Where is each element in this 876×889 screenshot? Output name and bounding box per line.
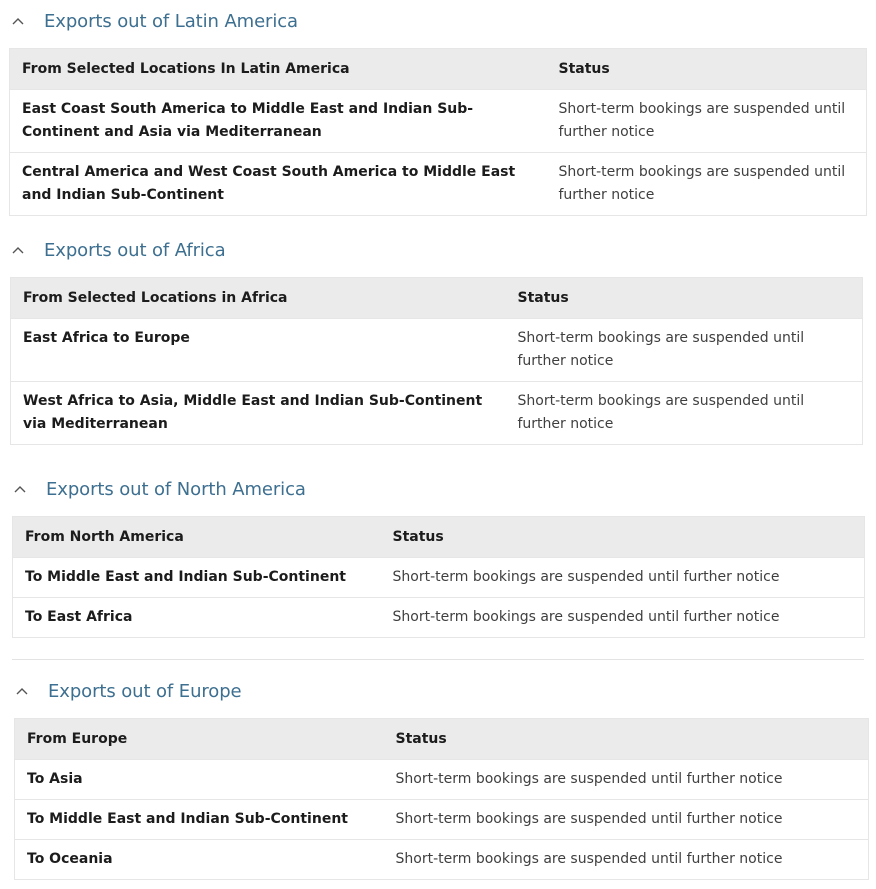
route-cell: West Africa to Asia, Middle East and Indian Sub-Continent via Mediterranean bbox=[11, 382, 506, 445]
table-row bbox=[15, 840, 869, 880]
section-title: Exports out of Latin America bbox=[44, 10, 298, 32]
status-cell: Short-term bookings are suspended until further notice bbox=[506, 319, 863, 382]
chevron-up-icon bbox=[14, 683, 30, 699]
route-cell: East Coast South America to Middle East and Indian Sub-Continent and Asia via Mediterranean bbox=[10, 90, 547, 153]
chevron-up-icon bbox=[10, 13, 26, 29]
routes-table-latin-america bbox=[9, 48, 867, 216]
table-row bbox=[11, 319, 863, 382]
column-header-route: From Selected Locations in Africa bbox=[11, 278, 506, 319]
section-title: Exports out of Europe bbox=[48, 680, 242, 702]
table-row bbox=[13, 558, 865, 598]
route-cell: To Middle East and Indian Sub-Continent bbox=[13, 558, 381, 598]
column-header-status: Status bbox=[384, 719, 869, 760]
section-north-america bbox=[12, 477, 306, 501]
table-header-row bbox=[13, 517, 865, 558]
status-cell: Short-term bookings are suspended until further notice bbox=[547, 90, 867, 153]
routes-table-north-america bbox=[12, 516, 865, 638]
table-row bbox=[11, 382, 863, 445]
column-header-status: Status bbox=[506, 278, 863, 319]
routes-table-europe bbox=[14, 718, 869, 880]
status-cell: Short-term bookings are suspended until further notice bbox=[384, 840, 869, 880]
status-cell: Short-term bookings are suspended until further notice bbox=[506, 382, 863, 445]
section-toggle-europe[interactable] bbox=[14, 679, 242, 703]
route-cell: To Oceania bbox=[15, 840, 384, 880]
section-toggle-africa[interactable] bbox=[10, 238, 226, 262]
status-cell: Short-term bookings are suspended until further notice bbox=[381, 598, 865, 638]
column-header-route: From Selected Locations In Latin America bbox=[10, 49, 547, 90]
column-header-route: From Europe bbox=[15, 719, 384, 760]
status-cell: Short-term bookings are suspended until further notice bbox=[384, 800, 869, 840]
table-header-row bbox=[10, 49, 867, 90]
route-cell: To Middle East and Indian Sub-Continent bbox=[15, 800, 384, 840]
section-africa bbox=[10, 238, 226, 262]
table-row bbox=[15, 760, 869, 800]
route-cell: Central America and West Coast South America to Middle East and Indian Sub-Continent bbox=[10, 153, 547, 216]
column-header-route: From North America bbox=[13, 517, 381, 558]
table-row bbox=[10, 153, 867, 216]
table-row bbox=[15, 800, 869, 840]
section-title: Exports out of Africa bbox=[44, 239, 226, 261]
routes-table-africa bbox=[10, 277, 863, 445]
section-europe bbox=[14, 679, 242, 703]
table-row bbox=[10, 90, 867, 153]
status-cell: Short-term bookings are suspended until further notice bbox=[381, 558, 865, 598]
status-cell: Short-term bookings are suspended until further notice bbox=[547, 153, 867, 216]
column-header-status: Status bbox=[547, 49, 867, 90]
table-header-row bbox=[15, 719, 869, 760]
route-cell: To Asia bbox=[15, 760, 384, 800]
section-divider bbox=[12, 659, 864, 660]
section-toggle-north-america[interactable] bbox=[12, 477, 306, 501]
chevron-up-icon bbox=[12, 481, 28, 497]
section-toggle-latin-america[interactable] bbox=[10, 9, 298, 33]
column-header-status: Status bbox=[381, 517, 865, 558]
status-cell: Short-term bookings are suspended until further notice bbox=[384, 760, 869, 800]
section-latin-america bbox=[10, 9, 298, 33]
table-header-row bbox=[11, 278, 863, 319]
route-cell: To East Africa bbox=[13, 598, 381, 638]
table-row bbox=[13, 598, 865, 638]
section-title: Exports out of North America bbox=[46, 478, 306, 500]
chevron-up-icon bbox=[10, 242, 26, 258]
route-cell: East Africa to Europe bbox=[11, 319, 506, 382]
